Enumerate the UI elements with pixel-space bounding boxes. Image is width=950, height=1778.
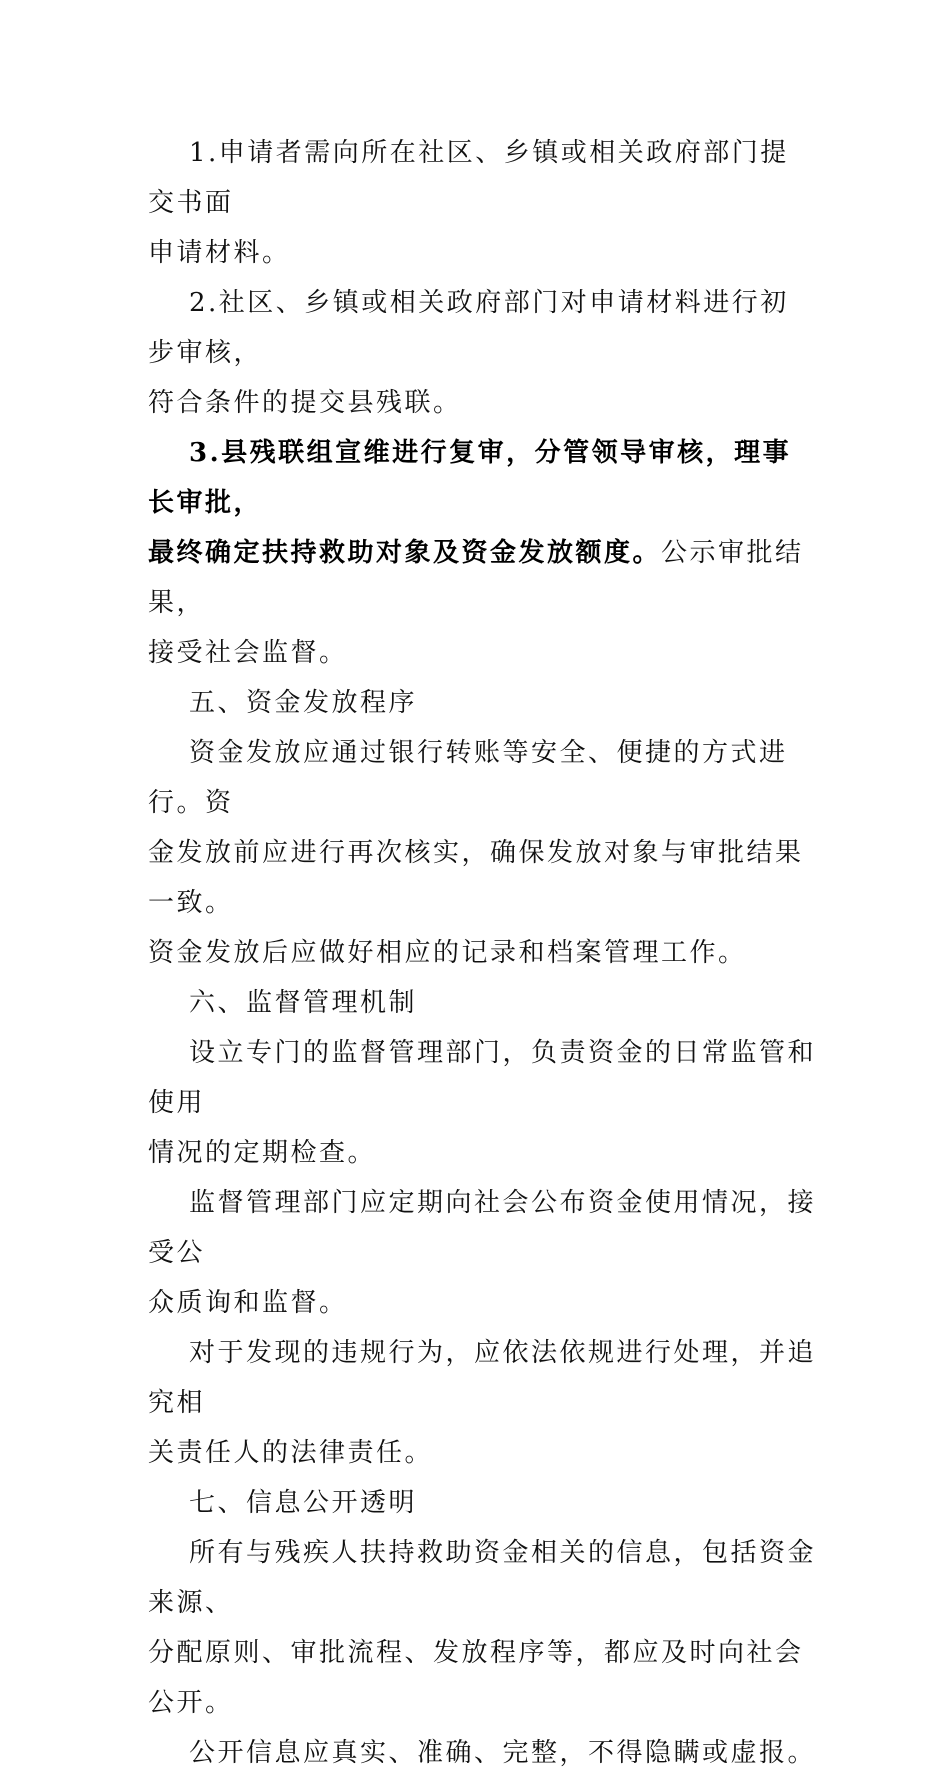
paragraph-line: 1.申请者需向所在社区、乡镇或相关政府部门提交书面 xyxy=(148,138,789,218)
paragraph-line: 分配原则、审批流程、发放程序等，都应及时向社会公开。 xyxy=(148,1638,804,1718)
normal-text: 公示审批结果， xyxy=(148,538,804,618)
section-heading-transparency: 七、信息公开透明 xyxy=(189,1488,418,1518)
paragraph-public-disclosure xyxy=(148,1178,816,1328)
paragraph-line: 接受社会监督。 xyxy=(148,638,348,668)
bold-text: 最终确定扶持救助对象及资金发放额度。 xyxy=(148,538,662,568)
section-heading-supervision: 六、监督管理机制 xyxy=(189,988,418,1018)
paragraph-line: 关责任人的法律责任。 xyxy=(148,1438,434,1468)
paragraph-line: 2.社区、乡镇或相关政府部门对申请材料进行初步审核， xyxy=(148,288,789,368)
paragraph-line: 监督管理部门应定期向社会公布资金使用情况，接受公 xyxy=(148,1188,817,1268)
paragraph-final-approval xyxy=(148,428,816,678)
paragraph-disbursement-method xyxy=(148,728,816,978)
paragraph-application-submission xyxy=(148,128,816,278)
paragraph-line: 设立专门的监督管理部门，负责资金的日常监管和使用 xyxy=(148,1038,817,1118)
paragraph-information-scope xyxy=(148,1528,816,1728)
paragraph-violations xyxy=(148,1328,816,1478)
paragraph-line-bold: 3.县残联组宣维进行复审，分管领导审核，理事长审批， xyxy=(148,438,792,518)
paragraph-line: 资金发放后应做好相应的记录和档案管理工作。 xyxy=(148,938,747,968)
section-heading-fund-disbursement: 五、资金发放程序 xyxy=(189,688,418,718)
paragraph-line: 资金发放应通过银行转账等安全、便捷的方式进行。资 xyxy=(148,738,788,818)
document-body xyxy=(148,128,816,1778)
paragraph-line: 金发放前应进行再次核实，确保发放对象与审批结果一致。 xyxy=(148,838,804,918)
paragraph-preliminary-review xyxy=(148,278,816,428)
paragraph-supervision-department xyxy=(148,1028,816,1178)
paragraph-line: 情况的定期检查。 xyxy=(148,1138,377,1168)
paragraph-line: 公开信息应真实、准确、完整，不得隐瞒或虚报。 xyxy=(189,1738,817,1768)
paragraph-line: 众质询和监督。 xyxy=(148,1288,348,1318)
paragraph-line: 对于发现的违规行为，应依法依规进行处理，并追究相 xyxy=(148,1338,817,1418)
paragraph-line: 申请材料。 xyxy=(148,238,291,268)
paragraph-information-accuracy xyxy=(148,1728,816,1778)
paragraph-line: 所有与残疾人扶持救助资金相关的信息，包括资金来源、 xyxy=(148,1538,817,1618)
paragraph-line xyxy=(148,528,816,628)
paragraph-line: 符合条件的提交县残联。 xyxy=(148,388,462,418)
